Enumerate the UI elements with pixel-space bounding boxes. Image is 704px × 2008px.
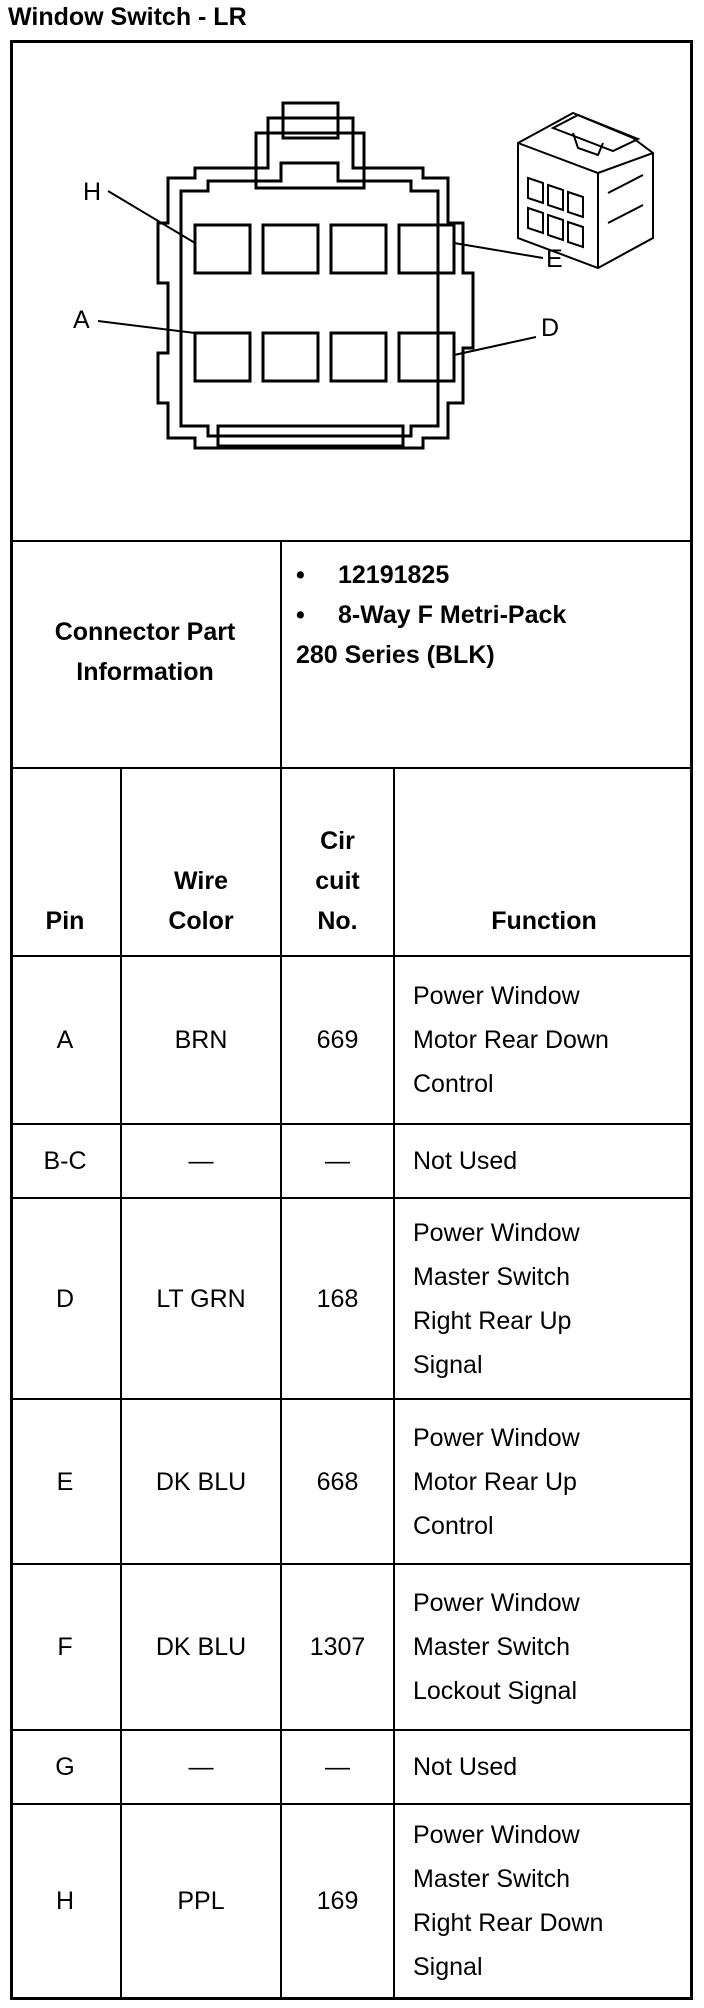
pin-label-a: A xyxy=(73,306,90,334)
header-function: Function xyxy=(491,907,597,935)
connector-isometric-icon xyxy=(518,113,653,268)
pin-cell: E xyxy=(56,1467,74,1496)
pin-label-d: D xyxy=(541,314,560,342)
wire-color-cell: — xyxy=(188,1147,214,1175)
cavity-e xyxy=(399,225,454,273)
connector-part-label: Connector Part Information xyxy=(54,618,236,686)
circuit-cell: 669 xyxy=(316,1026,359,1054)
connector-face-diagram xyxy=(13,43,690,539)
cavity-f xyxy=(331,225,386,273)
circuit-cell: — xyxy=(325,1753,350,1781)
wire-color-cell: BRN xyxy=(174,1026,228,1054)
divider xyxy=(10,540,693,542)
cavity-b xyxy=(263,333,318,381)
cavity-a xyxy=(195,333,250,381)
function-cell: Not Used xyxy=(413,1753,518,1781)
circuit-cell: 1307 xyxy=(309,1633,366,1661)
pin-cell: G xyxy=(55,1753,75,1781)
pin-label-h: H xyxy=(83,178,102,206)
connector-type-bullet: • 8-Way F Metri-Pack xyxy=(296,601,567,629)
pin-cell: H xyxy=(55,1887,75,1915)
pin-cell: B-C xyxy=(43,1147,87,1175)
circuit-cell: 668 xyxy=(316,1467,359,1496)
connector-part-info xyxy=(296,555,566,675)
function-cell: Power Window Motor Rear Down Control xyxy=(413,982,609,1098)
table-row xyxy=(10,1400,120,1563)
pin-label-e: E xyxy=(546,245,563,273)
pin-cell: D xyxy=(55,1284,75,1313)
cavity-g xyxy=(263,225,318,273)
table-row xyxy=(10,957,120,1123)
table-row xyxy=(10,1731,120,1803)
part-number-bullet: • 12191825 xyxy=(296,561,450,589)
circuit-cell: 168 xyxy=(316,1284,359,1313)
wire-color-cell: PPL xyxy=(177,1887,225,1915)
connector-outline xyxy=(158,118,473,448)
wire-color-cell: LT GRN xyxy=(156,1284,246,1313)
header-circuit: Cir cuit No. xyxy=(315,827,360,935)
cavity-d xyxy=(399,333,454,381)
table-row xyxy=(10,1805,120,1997)
header-wire-color: Wire Color xyxy=(168,867,234,935)
page-title: Window Switch - LR xyxy=(8,3,247,31)
wire-color-cell: — xyxy=(188,1753,214,1781)
wire-color-cell: DK BLU xyxy=(155,1467,247,1496)
table-row xyxy=(10,1199,120,1398)
function-cell: Power Window Master Switch Right Rear Down Signal xyxy=(413,1821,604,1981)
function-cell: Not Used xyxy=(413,1147,518,1175)
wire-color-cell: DK BLU xyxy=(155,1633,247,1661)
circuit-cell: 169 xyxy=(316,1887,359,1915)
function-cell: Power Window Motor Rear Up Control xyxy=(413,1423,580,1540)
circuit-cell: — xyxy=(325,1147,350,1175)
function-cell: Power Window Master Switch Right Rear Up Signal xyxy=(413,1218,580,1379)
function-cell: Power Window Master Switch Lockout Signal xyxy=(413,1589,580,1705)
connector-series: 280 Series (BLK) xyxy=(296,641,495,669)
table-row xyxy=(10,1125,120,1197)
header-pin: Pin xyxy=(45,907,85,935)
pin-cell: A xyxy=(56,1026,74,1054)
cavity-c xyxy=(331,333,386,381)
cavity-h xyxy=(195,225,250,273)
pin-cell: F xyxy=(57,1633,73,1661)
table-row xyxy=(10,1565,120,1729)
